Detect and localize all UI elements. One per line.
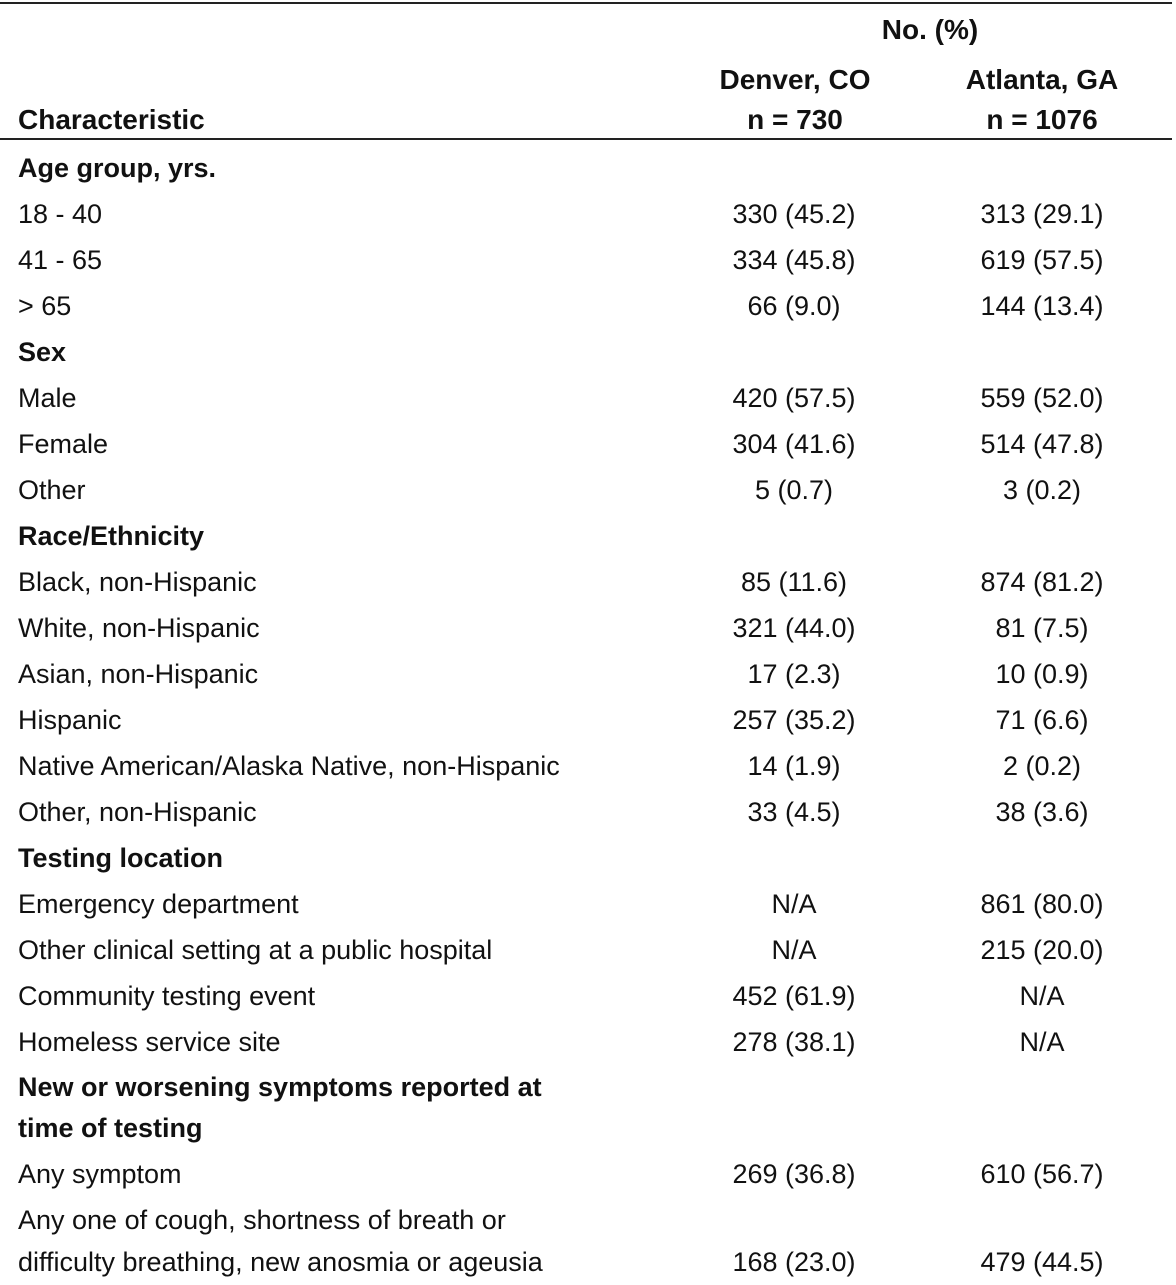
denver-value: 330 (45.2) — [732, 199, 856, 229]
section-label-line2: time of testing — [18, 1113, 203, 1143]
table-row — [0, 881, 1176, 927]
table-row — [0, 559, 1176, 605]
denver-value: N/A — [771, 935, 817, 965]
column-header-denver-n: n = 730 — [747, 104, 843, 135]
row-label: Community testing event — [18, 981, 316, 1011]
section-row — [0, 1065, 1176, 1151]
row-label: Homeless service site — [18, 1027, 281, 1057]
atlanta-value: N/A — [1019, 1027, 1065, 1057]
section-label: Testing location — [18, 843, 224, 873]
section-label-line1: New or worsening symptoms reported at — [18, 1072, 542, 1102]
row-label-line1: Any one of cough, shortness of breath or — [18, 1205, 506, 1235]
table-row — [0, 191, 1176, 237]
header-rule — [0, 138, 1172, 140]
row-label: Emergency department — [18, 889, 299, 919]
row-label: Female — [18, 429, 109, 459]
section-row — [0, 329, 1176, 375]
denver-value: 269 (36.8) — [732, 1159, 856, 1189]
section-label: Age group, yrs. — [18, 153, 217, 183]
table-row — [0, 375, 1176, 421]
row-label: Hispanic — [18, 705, 122, 735]
section-label — [18, 1067, 542, 1149]
atlanta-value: 38 (3.6) — [995, 797, 1089, 827]
row-label: Male — [18, 383, 77, 413]
atlanta-value: 313 (29.1) — [980, 199, 1104, 229]
column-header-characteristic: Characteristic — [18, 104, 205, 135]
row-label: Other — [18, 475, 86, 505]
table-row — [0, 467, 1176, 513]
denver-value: 278 (38.1) — [732, 1027, 856, 1057]
column-header-denver-site: Denver, CO — [719, 64, 871, 95]
denver-value: 17 (2.3) — [747, 659, 841, 689]
top-rule — [0, 2, 1172, 4]
section-label: Race/Ethnicity — [18, 521, 205, 551]
table-row — [0, 237, 1176, 283]
table-row — [0, 1151, 1176, 1197]
column-header-atlanta-n: n = 1076 — [986, 104, 1098, 135]
atlanta-value: 479 (44.5) — [980, 1247, 1104, 1277]
section-row — [0, 513, 1176, 559]
atlanta-value: 610 (56.7) — [980, 1159, 1104, 1189]
section-label: Sex — [18, 337, 67, 367]
table-row — [0, 421, 1176, 467]
atlanta-value: 144 (13.4) — [980, 291, 1104, 321]
table-row — [0, 283, 1176, 329]
table-row — [0, 651, 1176, 697]
column-header-atlanta-site: Atlanta, GA — [965, 64, 1119, 95]
denver-value: 420 (57.5) — [732, 383, 856, 413]
table-row — [0, 1019, 1176, 1065]
row-label: Other clinical setting at a public hospital — [18, 935, 493, 965]
table-row — [0, 697, 1176, 743]
table-row — [0, 743, 1176, 789]
denver-value: 5 (0.7) — [754, 475, 834, 505]
denver-value: 304 (41.6) — [732, 429, 856, 459]
row-label: 41 - 65 — [18, 245, 103, 275]
atlanta-value: 619 (57.5) — [980, 245, 1104, 275]
row-label-line2: difficulty breathing, new anosmia or ageusia — [18, 1247, 543, 1277]
denver-value: 257 (35.2) — [732, 705, 856, 735]
atlanta-value: 10 (0.9) — [995, 659, 1089, 689]
row-label: White, non-Hispanic — [18, 613, 260, 643]
denver-value: 33 (4.5) — [747, 797, 841, 827]
section-row — [0, 835, 1176, 881]
row-label: 18 - 40 — [18, 199, 103, 229]
denver-value: N/A — [771, 889, 817, 919]
atlanta-value: 215 (20.0) — [980, 935, 1104, 965]
atlanta-value: 861 (80.0) — [980, 889, 1104, 919]
table-row — [0, 927, 1176, 973]
table-body — [0, 145, 1176, 1285]
row-label: Native American/Alaska Native, non-Hispanic — [18, 751, 560, 781]
row-label: Any symptom — [18, 1159, 182, 1189]
column-header-atlanta — [932, 60, 1152, 140]
atlanta-value: 2 (0.2) — [1002, 751, 1082, 781]
row-label — [18, 1199, 543, 1283]
section-row — [0, 145, 1176, 191]
denver-value: 14 (1.9) — [747, 751, 841, 781]
denver-value: 66 (9.0) — [747, 291, 841, 321]
denver-value: 168 (23.0) — [732, 1247, 856, 1277]
table-row — [0, 605, 1176, 651]
row-label: Other, non-Hispanic — [18, 797, 257, 827]
row-label: Asian, non-Hispanic — [18, 659, 259, 689]
denver-value: 334 (45.8) — [732, 245, 856, 275]
atlanta-value: 514 (47.8) — [980, 429, 1104, 459]
atlanta-value: 874 (81.2) — [980, 567, 1104, 597]
table-row — [0, 973, 1176, 1019]
row-label: > 65 — [18, 291, 72, 321]
column-group-header: No. (%) — [881, 14, 979, 45]
atlanta-value: 81 (7.5) — [995, 613, 1089, 643]
table-row — [0, 1197, 1176, 1285]
row-label: Black, non-Hispanic — [18, 567, 257, 597]
atlanta-value: 71 (6.6) — [995, 705, 1089, 735]
denver-value: 85 (11.6) — [740, 567, 848, 597]
denver-value: 321 (44.0) — [732, 613, 856, 643]
atlanta-value: 559 (52.0) — [980, 383, 1104, 413]
table-row — [0, 789, 1176, 835]
denver-value: 452 (61.9) — [732, 981, 856, 1011]
atlanta-value: N/A — [1019, 981, 1065, 1011]
column-header-denver — [685, 60, 905, 140]
atlanta-value: 3 (0.2) — [1002, 475, 1082, 505]
